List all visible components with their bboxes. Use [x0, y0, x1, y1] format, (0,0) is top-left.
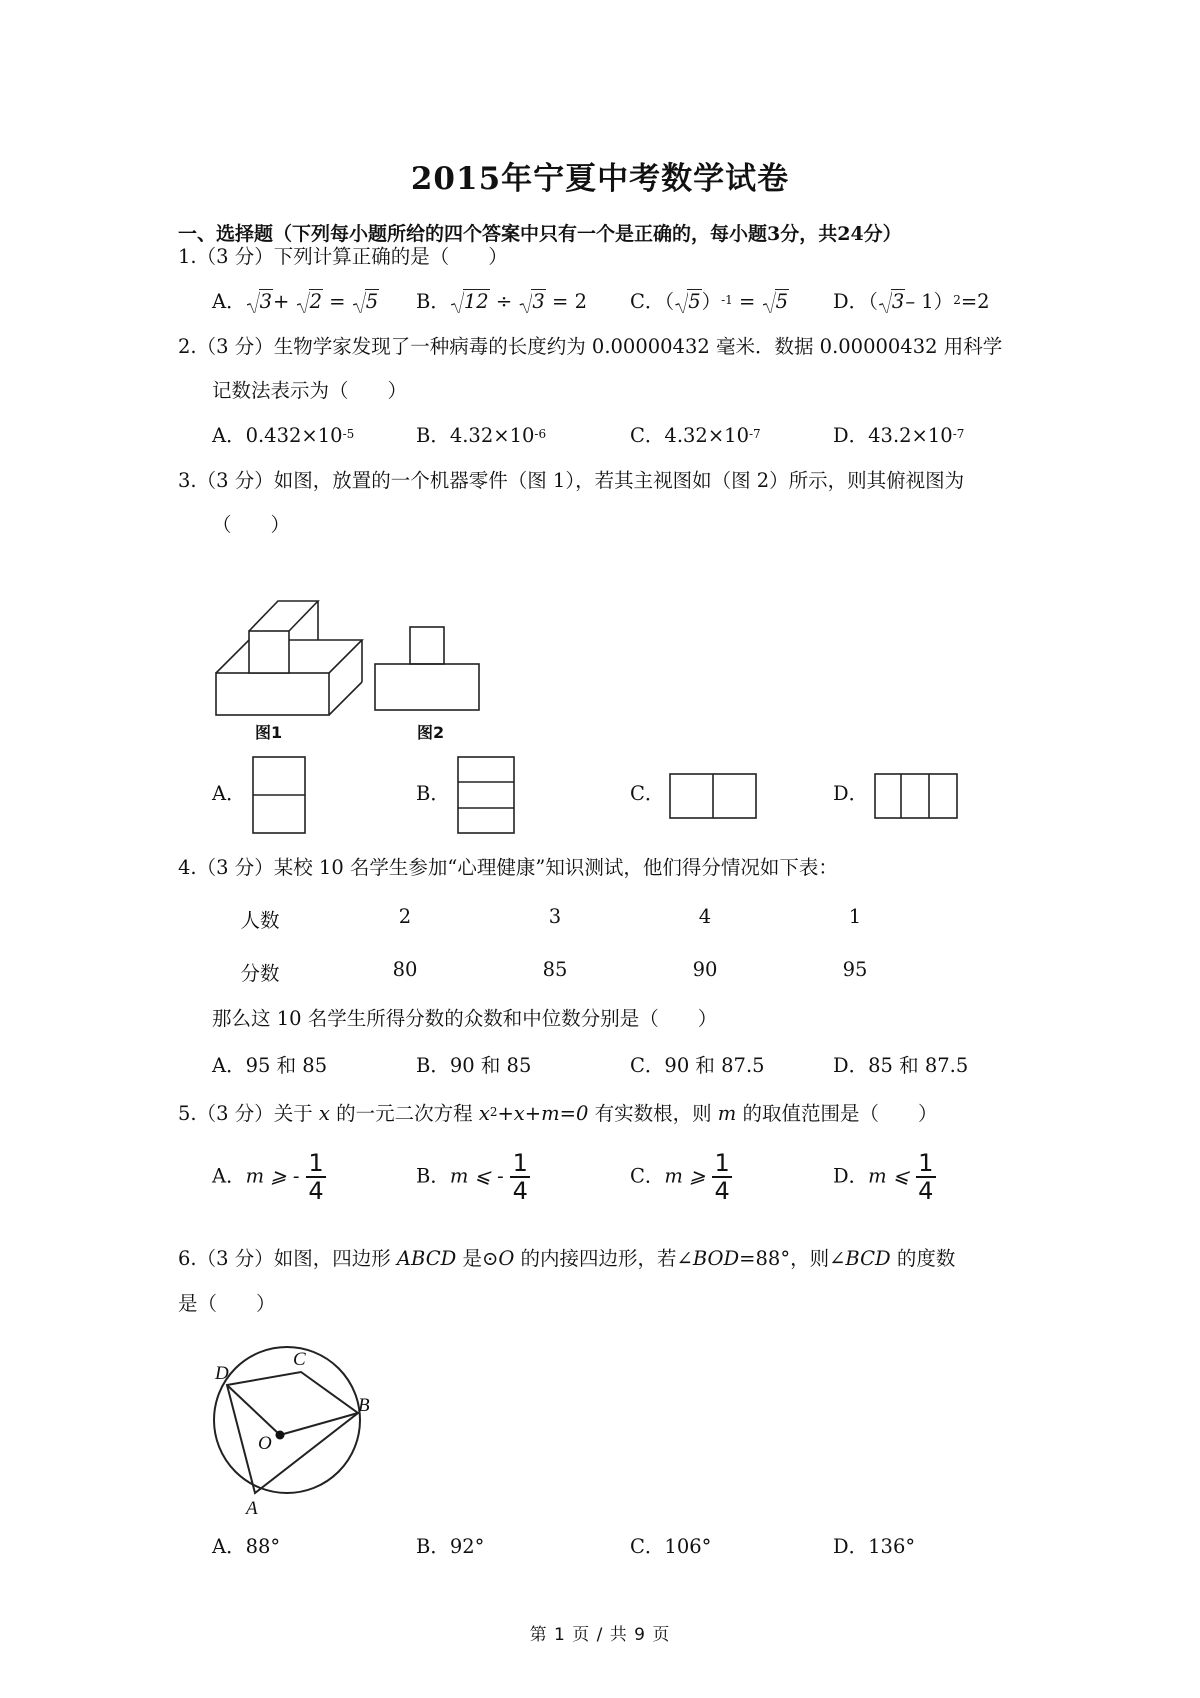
q5-option-b: B．m ⩽ - $\frac{1}{4}$	[416, 1150, 531, 1204]
table-cell: 95	[842, 958, 868, 981]
circle-quadrilateral-figure	[205, 1325, 375, 1519]
point-o-label: O	[258, 1433, 272, 1454]
q6-option-d: D．136°	[833, 1535, 916, 1558]
point-a-label: A	[246, 1498, 258, 1519]
front-view-figure-2	[372, 625, 482, 715]
fraction-one-quarter: $\frac{1}{4}$	[305, 1150, 326, 1204]
q3-option-a-figure	[251, 755, 307, 835]
question-1-stem: 1.（3 分）下列计算正确的是（ ）	[178, 245, 508, 268]
question-3-stem-cont: （ ）	[212, 513, 291, 536]
q1-option-b: B． 12 ÷ 3 = 2	[416, 288, 587, 316]
question-3-stem: 3.（3 分）如图，放置的一个机器零件（图 1），若其主视图如（图 2）所示，则其俯视图为	[178, 469, 965, 492]
table-header-count: 人数	[240, 909, 280, 932]
question-5-stem: 5.（3 分）关于 x 的一元二次方程 $x^2+x+m=0$ 有实数根，则 m 的取值范围是（ ）	[178, 1102, 938, 1125]
fraction-one-quarter: $\frac{1}{4}$	[711, 1150, 732, 1204]
machine-part-figure-1	[212, 595, 362, 730]
q3-option-b-label: B．	[416, 782, 450, 805]
point-b-label: B	[358, 1395, 370, 1416]
q1-option-d: D．（ 3– 1）$^2$=2	[833, 288, 990, 318]
question-2-stem: 2.（3 分）生物学家发现了一种病毒的长度约为 0.00000432 毫米．数据 0.00000432 用科学	[178, 335, 1003, 358]
q1-option-c: C．（ 5）$^{-1}$ = 5	[630, 288, 789, 318]
page-footer: 第 1 页 / 共 9 页	[529, 1625, 671, 1645]
point-d-label: D	[215, 1363, 229, 1384]
figure-1-caption: 图1	[255, 723, 283, 742]
table-cell: 4	[698, 905, 712, 928]
figure-2-caption: 图2	[417, 723, 445, 742]
table-cell: 80	[392, 958, 418, 981]
q2-option-a: A．$0.432\times 10^{-5}$	[212, 424, 355, 447]
table-cell: 1	[848, 905, 862, 928]
fraction-one-quarter: $\frac{1}{4}$	[510, 1150, 531, 1204]
q3-option-c-figure	[668, 772, 758, 820]
page-title: 2015年宁夏中考数学试卷	[410, 161, 790, 197]
q4-option-d: D．85 和 87.5	[833, 1054, 969, 1077]
question-4-stem: 4.（3 分）某校 10 名学生参加“心理健康”知识测试，他们得分情况如下表：	[178, 856, 838, 879]
q2-option-d: D．$43.2\times 10^{-7}$	[833, 424, 965, 447]
q1-option-a: A． 3+ 2 = 5	[212, 288, 379, 316]
q3-option-d-figure	[873, 772, 959, 820]
table-cell: 90	[692, 958, 718, 981]
question-4-stem-cont: 那么这 10 名学生所得分数的众数和中位数分别是（ ）	[212, 1007, 718, 1030]
q6-option-a: A．88°	[212, 1535, 281, 1558]
q2-option-c: C．$4.32\times 10^{-7}$	[630, 424, 761, 447]
q3-option-d-label: D．	[833, 782, 869, 805]
question-6-stem-cont: 是（ ）	[178, 1292, 276, 1315]
q2-option-b: B．$4.32\times 10^{-6}$	[416, 424, 547, 447]
q3-option-b-figure	[456, 755, 516, 835]
q4-option-c: C．90 和 87.5	[630, 1054, 765, 1077]
table-cell: 2	[398, 905, 412, 928]
q6-option-b: B．92°	[416, 1535, 485, 1558]
q5-option-c: C．m ⩾ $\frac{1}{4}$	[630, 1150, 733, 1204]
table-header-score: 分数	[240, 962, 280, 985]
q5-option-a: A．m ⩾ - $\frac{1}{4}$	[212, 1150, 327, 1204]
q3-option-a-label: A．	[212, 782, 246, 805]
section-heading: 一、选择题（下列每小题所给的四个答案中只有一个是正确的，每小题3分，共24分）	[178, 223, 902, 245]
q5-option-d: D．m ⩽ $\frac{1}{4}$	[833, 1150, 936, 1204]
q3-option-c-label: C．	[630, 782, 665, 805]
question-6-stem: 6.（3 分）如图，四边形 ABCD 是⊙O 的内接四边形，若∠BOD=88°，则∠BCD 的度数	[178, 1247, 956, 1270]
q4-option-a: A．95 和 85	[212, 1054, 328, 1077]
fraction-one-quarter: $\frac{1}{4}$	[915, 1150, 936, 1204]
q4-option-b: B．90 和 85	[416, 1054, 532, 1077]
table-cell: 3	[548, 905, 562, 928]
table-cell: 85	[542, 958, 568, 981]
question-2-stem-cont: 记数法表示为（ ）	[212, 379, 408, 402]
point-c-label: C	[293, 1349, 306, 1370]
q6-option-c: C．106°	[630, 1535, 712, 1558]
